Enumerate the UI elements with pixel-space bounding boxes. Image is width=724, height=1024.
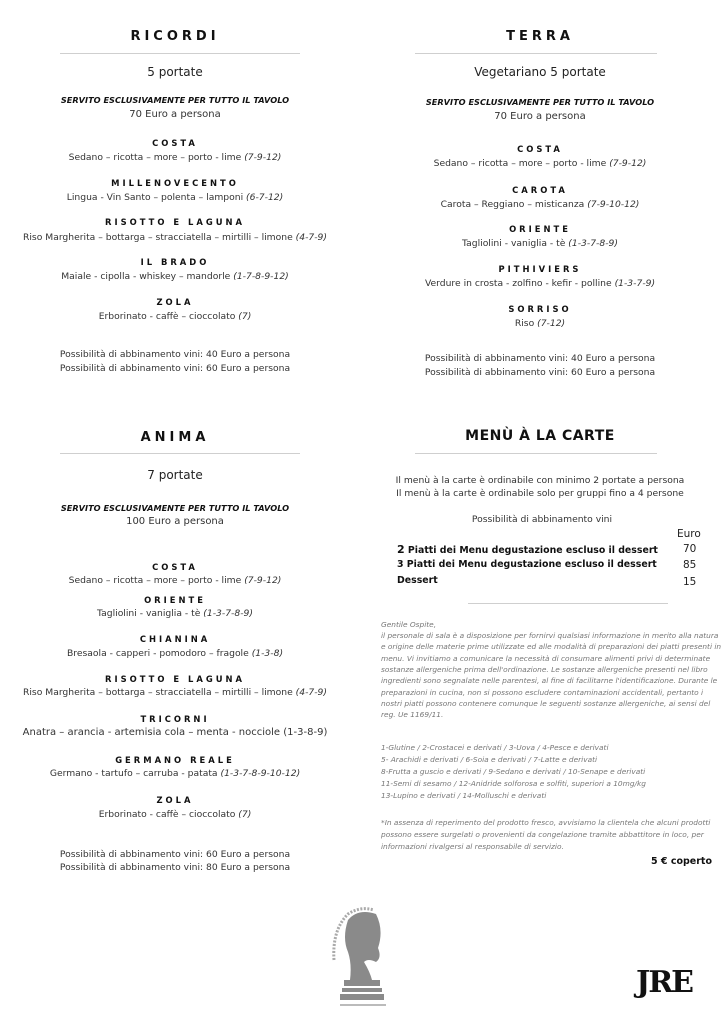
dish-name: CHIANINA bbox=[139, 634, 211, 644]
dish-desc: Riso Margherita – bottarga – stracciatella – mirtilli – limone (4-7-9) bbox=[23, 687, 327, 698]
menu-subtitle: 7 portate bbox=[147, 468, 203, 482]
menu-subtitle: Vegetariano 5 portate bbox=[474, 65, 606, 79]
notice-line: Gentile Ospite, bbox=[381, 620, 437, 629]
menu-title: RICORDI bbox=[130, 29, 220, 44]
chess-knight-icon bbox=[328, 900, 398, 1015]
carte-rule: Il menù à la carte è ordinabile con minimo 2 portate a persona bbox=[395, 475, 685, 486]
dish-desc: Sedano – ricotta – more – porto - lime (7-9-12) bbox=[433, 158, 647, 169]
divider bbox=[415, 53, 657, 54]
wine-pairing: Possibilità di abbinamento vini: 60 Euro a persona bbox=[59, 849, 291, 860]
dish-name: SORRISO bbox=[508, 304, 572, 314]
dish-desc: Riso (7-12) bbox=[514, 318, 566, 329]
wine-pairing: Possibilità di abbinamento vini: 40 Euro a persona bbox=[59, 349, 291, 360]
notice-line: menu. Vi invitiamo a comunicare la necessità di consumare alimenti privi di determinate bbox=[381, 654, 711, 663]
carte-rule: Il menù à la carte è ordinabile solo per gruppi fino a 4 persone bbox=[396, 488, 684, 499]
notice-line: e origine delle materie prime utilizzate ed alle modalità di preparazioni dei piatti presenti in bbox=[381, 642, 722, 651]
notice-line: il personale di sala è a disposizione per fornirvi qualsiasi informazione in merito alla natura bbox=[381, 631, 719, 640]
divider bbox=[468, 603, 668, 604]
dish-desc: Tagliolini - vaniglia - tè (1-3-7-8-9) bbox=[462, 238, 618, 249]
dish-name: COSTA bbox=[152, 562, 198, 572]
note-line: *In assenza di reperimento del prodotto fresco, avvisiamo la clientela che alcuni prodotti bbox=[381, 818, 711, 827]
wine-row-price: 85 bbox=[683, 559, 697, 571]
dish-name: GERMANO REALE bbox=[115, 755, 235, 765]
dish-name: COSTA bbox=[517, 144, 563, 154]
menu-title: ANIMA bbox=[140, 430, 210, 445]
dish-name: ORIENTE bbox=[144, 595, 206, 605]
allergen-line: 11-Semi di sesamo / 12-Anidride solforosa e solfiti, superiori a 10mg/kg bbox=[381, 779, 646, 788]
notice-line: sostanze allergeniche prima dell'ordinazione. Le sostanze allergeniche presenti nel libro bbox=[381, 665, 708, 674]
wine-pairing: Possibilità di abbinamento vini: 60 Euro a persona bbox=[59, 363, 291, 374]
dish-desc: Carota – Reggiano – misticanza (7-9-10-12) bbox=[440, 199, 640, 210]
wine-row-price: 70 bbox=[683, 543, 697, 555]
menu-title: MENÙ À LA CARTE bbox=[465, 428, 615, 444]
wine-pairing: Possibilità di abbinamento vini: 80 Euro a persona bbox=[59, 862, 291, 873]
wine-row-label: 2 Piatti dei Menu degustazione escluso il dessert bbox=[397, 543, 658, 556]
allergen-line: 13-Lupino e derivati / 14-Molluschi e derivati bbox=[381, 791, 547, 800]
left-column bbox=[0, 0, 350, 1024]
dish-name: PITHIVIERS bbox=[498, 264, 582, 274]
wine-row-label: 3 Piatti dei Menu degustazione escluso il dessert bbox=[397, 559, 657, 570]
dish-name: COSTA bbox=[152, 138, 198, 148]
dish-desc: Germano - tartufo – carruba - patata (1-3-7-8-9-10-12) bbox=[49, 768, 301, 779]
wine-row-price: 15 bbox=[683, 576, 697, 588]
dish-desc: Tagliolini - vaniglia - tè (1-3-7-8-9) bbox=[97, 608, 253, 619]
allergen-line: 5- Arachidi e derivati / 6-Soia e derivati / 7-Latte e derivati bbox=[381, 755, 598, 764]
notice-line: reg. Ue 1169/11. bbox=[381, 710, 444, 719]
dish-name: ORIENTE bbox=[509, 224, 571, 234]
dish-desc: Erborinato - caffè – cioccolato (7) bbox=[98, 311, 252, 322]
dish-name: RISOTTO E LAGUNA bbox=[105, 217, 245, 227]
dish-desc: Sedano – ricotta – more – porto - lime (7-9-12) bbox=[68, 152, 282, 163]
dish-desc: Riso Margherita – bottarga – stracciatella – mirtilli – limone (4-7-9) bbox=[23, 232, 327, 243]
dish-desc: Anatra – arancia - artemisia cola – menta - nocciole (1-3-8-9) bbox=[22, 727, 328, 738]
cavaliere-logo bbox=[328, 900, 398, 1015]
menu-price: 100 Euro a persona bbox=[126, 516, 224, 527]
wine-pairing: Possibilità di abbinamento vini: 40 Euro a persona bbox=[424, 353, 656, 364]
divider bbox=[415, 453, 657, 454]
menu-price: 70 Euro a persona bbox=[494, 111, 586, 122]
currency-label: Euro bbox=[677, 528, 701, 540]
dish-desc: Lingua - Vin Santo – polenta – lamponi (6-7-12) bbox=[66, 192, 284, 203]
dish-name: MILLENOVECENTO bbox=[111, 178, 239, 188]
dish-name: ZOLA bbox=[156, 297, 194, 307]
cover-charge: 5 € coperto bbox=[651, 856, 712, 867]
dish-desc: Bresaola - capperi - pomodoro – fragole (1-3-8) bbox=[66, 648, 284, 659]
allergen-line: 8-Frutta a guscio e derivati / 9-Sedano e derivati / 10-Senape e derivati bbox=[381, 767, 646, 776]
menu-price: 70 Euro a persona bbox=[129, 109, 221, 120]
note-line: possono essere surgelati o provenienti da congelazione tramite abbattitore in loco, per bbox=[381, 830, 704, 839]
dish-desc: Maiale - cipolla - whiskey – mandorle (1-7-8-9-12) bbox=[61, 271, 289, 282]
dish-name: ZOLA bbox=[156, 795, 194, 805]
menu-subtitle: 5 portate bbox=[147, 65, 203, 79]
notice-line: preparazioni in cucina, non si possono escludere contaminazioni accidentali, pertanto i bbox=[381, 688, 704, 697]
divider bbox=[60, 453, 300, 454]
served-note: SERVITO ESCLUSIVAMENTE PER TUTTO IL TAVOLO bbox=[60, 95, 290, 105]
right-column bbox=[360, 0, 720, 1024]
dish-desc: Erborinato - caffè – cioccolato (7) bbox=[98, 809, 252, 820]
wine-pairing: Possibilità di abbinamento vini: 60 Euro a persona bbox=[424, 367, 656, 378]
jre-logo: JRE bbox=[636, 965, 692, 1000]
allergen-line: 1-Glutine / 2-Crostacei e derivati / 3-Uova / 4-Pesce e derivati bbox=[381, 743, 609, 752]
menu-title: TERRA bbox=[506, 29, 574, 44]
divider bbox=[60, 53, 300, 54]
dish-name: RISOTTO E LAGUNA bbox=[105, 674, 245, 684]
wine-pairing-title: Possibilità di abbinamento vini bbox=[471, 514, 613, 525]
dish-name: TRICORNI bbox=[140, 714, 210, 724]
served-note: SERVITO ESCLUSIVAMENTE PER TUTTO IL TAVOLO bbox=[60, 503, 290, 513]
notice-line: ingredienti sono segnalate nelle parentesi, al fine di facilitarne l'identificazione. Durante le bbox=[381, 676, 718, 685]
dish-name: CAROTA bbox=[512, 185, 568, 195]
dish-desc: Sedano – ricotta – more – porto - lime (7-9-12) bbox=[68, 575, 282, 586]
served-note: SERVITO ESCLUSIVAMENTE PER TUTTO IL TAVOLO bbox=[425, 97, 655, 107]
wine-row-label: Dessert bbox=[397, 575, 438, 586]
notice-line: nostri piatti possono contenere comunque le seguenti sostanze allergeniche, ai sensi del bbox=[381, 699, 711, 708]
dish-desc: Verdure in crosta - zolfino - kefir - polline (1-3-7-9) bbox=[424, 278, 656, 289]
dish-name: IL BRADO bbox=[140, 257, 210, 267]
note-line: informazioni rivalgersi al responsabile di servizio. bbox=[381, 842, 564, 851]
